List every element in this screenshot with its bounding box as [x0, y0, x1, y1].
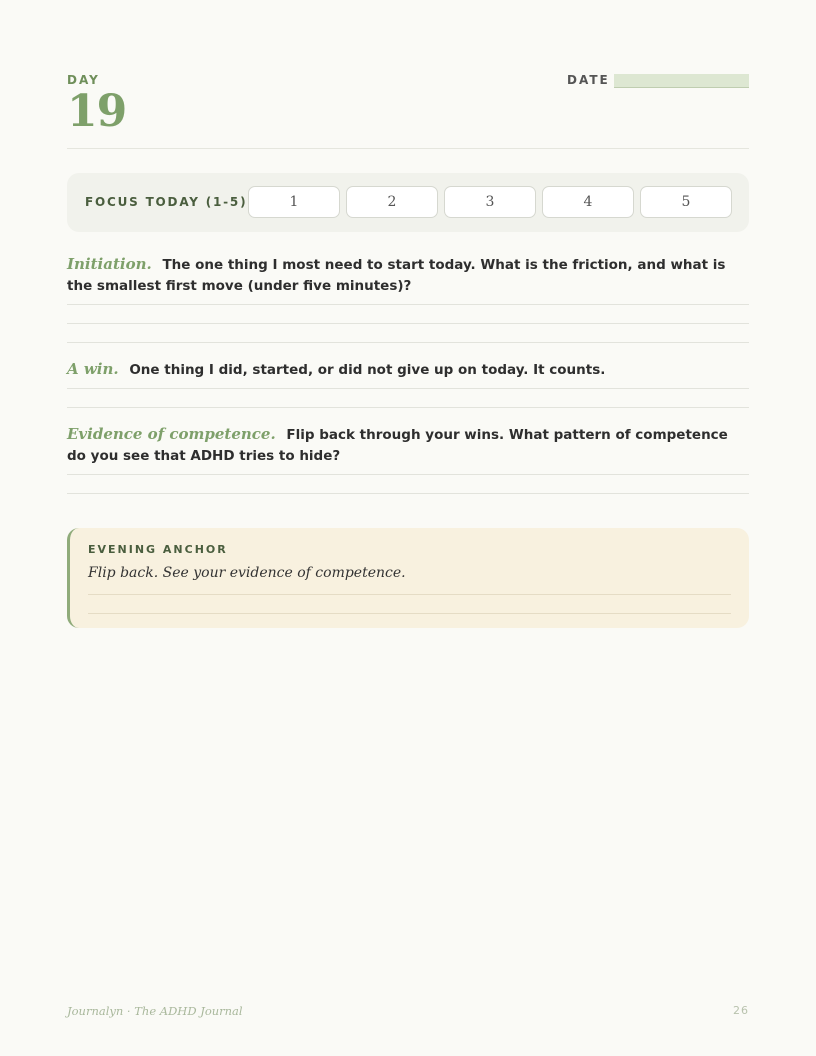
- focus-option-2[interactable]: 2: [346, 186, 438, 218]
- prompt-title: Initiation.: [67, 255, 152, 273]
- date-label: DATE: [567, 73, 610, 87]
- writing-line[interactable]: [67, 323, 749, 324]
- focus-option-5[interactable]: 5: [640, 186, 732, 218]
- focus-option-4[interactable]: 4: [542, 186, 634, 218]
- day-number: 19: [67, 86, 127, 137]
- anchor-text: Flip back. See your evidence of competence.: [88, 565, 406, 581]
- day-label: DAY: [67, 73, 100, 87]
- prompt-question: The one thing I most need to start today. What is the friction, and what is the smallest first move (under five minutes)?: [67, 257, 726, 294]
- evening-anchor: [67, 528, 749, 628]
- writing-line[interactable]: [67, 388, 749, 389]
- date-field[interactable]: [614, 74, 749, 88]
- prompt-win: [67, 359, 749, 381]
- focus-options: [248, 186, 732, 218]
- writing-line[interactable]: [67, 304, 749, 305]
- writing-line[interactable]: [67, 493, 749, 494]
- writing-line[interactable]: [88, 594, 731, 595]
- prompt-title: Evidence of competence.: [67, 425, 276, 443]
- focus-option-3[interactable]: 3: [444, 186, 536, 218]
- footer-title: Journalyn · The ADHD Journal: [67, 1004, 243, 1018]
- focus-label: FOCUS TODAY (1-5): [85, 195, 248, 209]
- writing-line[interactable]: [67, 474, 749, 475]
- prompt-question: Flip back through your wins. What pattern of competence do you see that ADHD tries to hide?: [67, 427, 728, 464]
- writing-line[interactable]: [88, 613, 731, 614]
- writing-line[interactable]: [67, 407, 749, 408]
- journal-page: [67, 0, 749, 1056]
- anchor-label: EVENING ANCHOR: [88, 543, 228, 556]
- prompt-initiation: [67, 254, 749, 297]
- prompt-evidence: [67, 424, 749, 467]
- writing-line[interactable]: [67, 342, 749, 343]
- page-header: [67, 0, 749, 149]
- prompt-question: One thing I did, started, or did not give up on today. It counts.: [129, 362, 606, 378]
- page-number: 26: [733, 1004, 749, 1017]
- prompt-title: A win.: [67, 360, 119, 378]
- focus-rating: [67, 173, 749, 232]
- focus-option-1[interactable]: 1: [248, 186, 340, 218]
